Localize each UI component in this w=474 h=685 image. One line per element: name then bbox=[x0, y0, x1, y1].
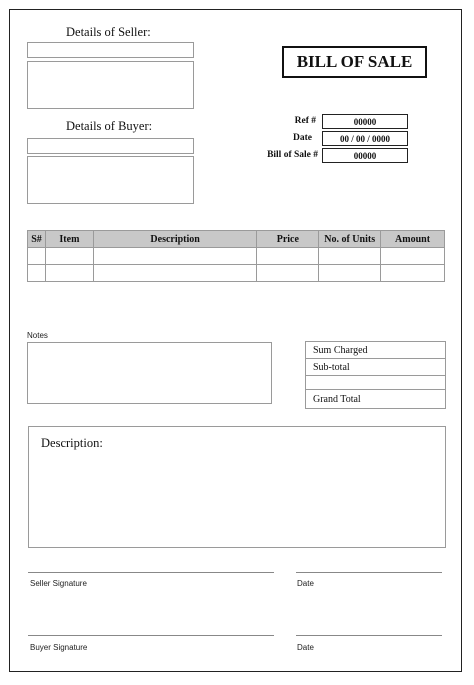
seller-heading: Details of Seller: bbox=[66, 25, 151, 39]
bill-of-sale-number-label: Bill of Sale # bbox=[267, 150, 318, 160]
table-row bbox=[28, 248, 445, 265]
table-cell[interactable] bbox=[93, 248, 257, 265]
table-cell[interactable] bbox=[45, 265, 93, 282]
seller-address-field[interactable] bbox=[27, 61, 194, 109]
table-cell[interactable] bbox=[28, 248, 46, 265]
seller-signature-line[interactable] bbox=[28, 572, 274, 573]
table-cell[interactable] bbox=[45, 248, 93, 265]
ref-field[interactable]: 00000 bbox=[322, 114, 408, 129]
date-field[interactable]: 00 / 00 / 0000 bbox=[322, 131, 408, 146]
document-title: BILL OF SALE bbox=[282, 46, 427, 78]
column-header: Description bbox=[93, 231, 257, 248]
buyer-name-field[interactable] bbox=[27, 138, 194, 154]
ref-label: Ref # bbox=[294, 116, 316, 126]
buyer-heading: Details of Buyer: bbox=[66, 119, 153, 133]
seller-signature-label: Seller Signature bbox=[30, 579, 87, 588]
buyer-signature-line[interactable] bbox=[28, 635, 274, 636]
table-cell[interactable] bbox=[319, 248, 381, 265]
table-cell[interactable] bbox=[381, 265, 445, 282]
buyer-date-label: Date bbox=[297, 643, 314, 652]
table-header-row bbox=[28, 231, 445, 248]
sub-total-label: Sub-total bbox=[306, 359, 446, 376]
column-header: Price bbox=[257, 231, 319, 248]
table-cell[interactable] bbox=[28, 265, 46, 282]
table-cell[interactable] bbox=[381, 248, 445, 265]
notes-label: Notes bbox=[27, 331, 48, 340]
table-cell[interactable] bbox=[257, 265, 319, 282]
buyer-address-field[interactable] bbox=[27, 156, 194, 204]
description-box[interactable] bbox=[28, 426, 446, 548]
table-cell[interactable] bbox=[257, 248, 319, 265]
table-cell[interactable] bbox=[319, 265, 381, 282]
items-table bbox=[27, 230, 445, 282]
notes-field[interactable] bbox=[27, 342, 272, 404]
blank-total-row bbox=[306, 376, 446, 390]
seller-name-field[interactable] bbox=[27, 42, 194, 58]
bill-of-sale-number-field[interactable]: 00000 bbox=[322, 148, 408, 163]
buyer-date-line[interactable] bbox=[296, 635, 442, 636]
column-header: Amount bbox=[381, 231, 445, 248]
seller-date-line[interactable] bbox=[296, 572, 442, 573]
buyer-signature-label: Buyer Signature bbox=[30, 643, 88, 652]
sum-charged-label: Sum Charged bbox=[306, 342, 446, 359]
column-header: No. of Units bbox=[319, 231, 381, 248]
seller-date-label: Date bbox=[297, 579, 314, 588]
date-label: Date bbox=[293, 133, 312, 143]
description-label: Description: bbox=[41, 436, 103, 450]
column-header: S# bbox=[28, 231, 46, 248]
totals-table bbox=[305, 341, 446, 409]
table-row bbox=[28, 265, 445, 282]
table-cell[interactable] bbox=[93, 265, 257, 282]
grand-total-label: Grand Total bbox=[306, 390, 446, 409]
column-header: Item bbox=[45, 231, 93, 248]
